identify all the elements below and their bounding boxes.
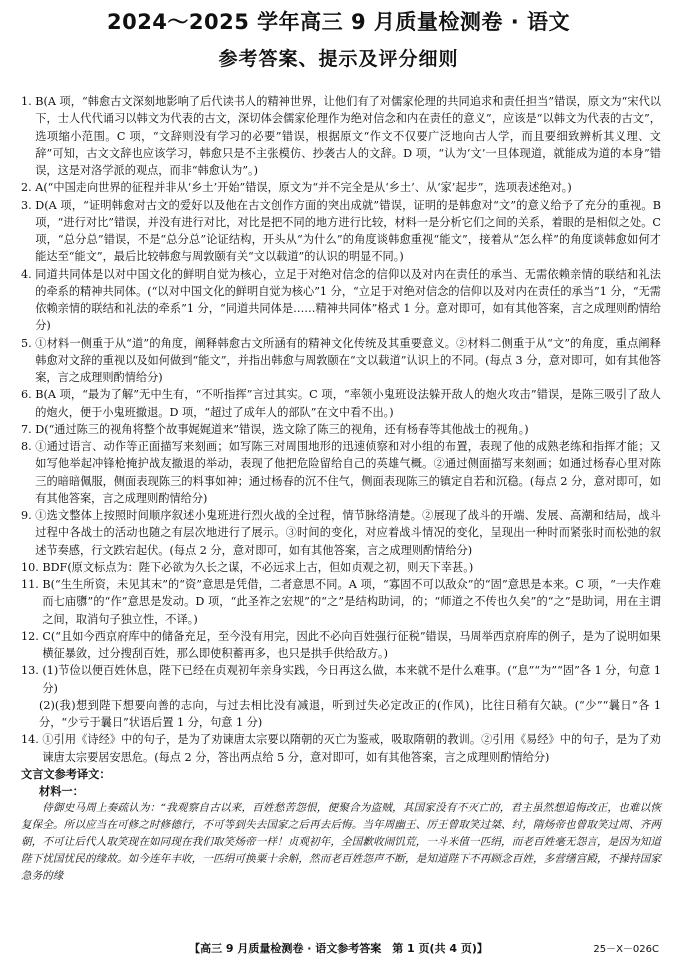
answer-continuation: (2)(我)想到陛下想要向善的志向，与过去相比没有减退，听到过失必定改正的(作风)，比往日稍有欠缺。(“少”“曩日”各 1 分，“少亏于曩日”状语后置 1 分，句意 1 分) bbox=[39, 698, 661, 729]
answer-number: 2. bbox=[21, 181, 36, 195]
answer-text: D(A 项，“证明韩愈对古文的爱好以及他在古文创作方面的突出成就”错误，证明的是韩愈对“文”的意义给予了充分的重视。B 项，“进行对比”错误，并没有进行对比，对比是把不同的地方进行比较，材料一是分析它们之间的关系，着眼的是相似之处。C 项，“总分总”错误，不是“总分总”论证结构，开头从“为什么”的角度谈韩愈重视“能文”，接着从“怎么样”的角度谈韩愈如何才能达至“能文”，最后比较韩愈与周敦颐有关“文以载道”的认识的明显不同。) bbox=[35, 198, 661, 264]
footer-page-info: 【高三 9 月质量检测卷 · 语文参考答案 第 1 页(共 4 页)】 bbox=[189, 942, 488, 955]
material-label: 材料一： bbox=[39, 785, 84, 798]
answer-text: B(A 项，“韩愈古文深刻地影响了后代读书人的精神世界，让他们有了对儒家伦理的共同追求和责任担当”错误，原文为“宋代以下，士人代代诵习以韩文为代表的古文，深切体会儒家伦理作为绝对信念和内在责任的意义”，应该是“以韩文为代表的古文”，选项缩小范围。C 项，“文辞则没有学习的必要”错误，根据原文“作文不仅要广泛地向古人学，而且要细致辨析其义理、文辞”可知，古文文辞也应该学习，韩愈只是不主张模仿、抄袭古人的文辞。D 项，“认为‘文’一旦体现道，就能成为道的本身”错误，这是对洛学派的观点，而非“韩愈认为”。) bbox=[35, 95, 661, 177]
answer-item bbox=[21, 438, 661, 507]
answer-number: 14. bbox=[21, 733, 43, 747]
answer-item bbox=[21, 386, 661, 421]
answer-text: D(“通过陈三的视角将整个故事娓娓道来”错误，选文除了陈三的视角，还有杨春等其他战士的视角。) bbox=[35, 422, 529, 436]
answer-item bbox=[21, 507, 661, 559]
answer-text: ①材料一侧重于从“道”的角度，阐释韩愈古文所涵有的精神文化传统及其重要意义。②材料二侧重于从“文”的角度，重点阐释韩愈对文辞的重视以及如何做到“能文”，并指出韩愈与周敦颐在“文以载道”认识上的不同。(每点 3 分，意对即可，如有其他答案，言之成理则酌情给分) bbox=[35, 336, 661, 384]
answer-number: 9. bbox=[21, 509, 36, 522]
reference-heading: 文言文参考译文： bbox=[21, 767, 111, 781]
answer-number: 12. bbox=[21, 629, 43, 643]
answer-number: 4. bbox=[21, 267, 36, 281]
page-subtitle: 参考答案、提示及评分细则 bbox=[218, 48, 459, 70]
answer-number: 3. bbox=[21, 198, 36, 212]
answer-item bbox=[21, 731, 661, 766]
answer-text: (1)节俭以便百姓休息，陛下已经在贞观初年亲身实践，今日再这么做，本来就不是什么难事。(“息”“为”“固”各 1 分，句意 1 分) bbox=[42, 664, 661, 695]
answer-number: 11. bbox=[21, 578, 43, 591]
answer-item bbox=[21, 628, 661, 663]
answer-text: A(“中国走向世界的征程并非从‘乡土’开始”错误，原文为“并不完全是从‘乡土’、从‘家’起步”，选项表述绝对。) bbox=[35, 181, 572, 195]
answer-text: ①引用《诗经》中的句子，是为了劝谏唐太宗要以隋朝的灭亡为鉴戒，吸取隋朝的教训。②引用《易经》中的句子，是为了劝谏唐太宗要居安思危。(每点 2 分，答出两点给 5 分，意对即可，如有其他答案，言之成理则酌情给分) bbox=[42, 733, 661, 764]
answer-number: 6. bbox=[21, 388, 36, 402]
answer-text: 同道共同体是以对中国文化的鲜明自觉为核心，立足于对绝对信念的信仰以及对内在责任的承当、无需依赖亲情的联结和礼法的牵系的精神共同体。(“以对中国文化的鲜明自觉为核心”1 分，“立足于对绝对信念的信仰以及对内在责任的承当”1 分，“无需依赖亲情的联结和礼法的牵系”1 分，“同道共同体是……精神共同体”格式 1 分。意对即可，如有其他答案，言之成理则酌情给分) bbox=[35, 267, 661, 333]
answer-item bbox=[21, 559, 661, 576]
answer-number: 5. bbox=[21, 336, 36, 350]
answer-number: 7. bbox=[21, 422, 36, 436]
answer-text: B(“生生所资，未见其末”的“资”意思是凭借，二者意思不同。A 项，“寡固不可以敌众”的“固”意思是本来。C 项，“一夫作难而七庙隳”的“作”意思是发动。D 项，“此圣祚之宏规”的“之”是结构助词，的；“师道之不传也久矣”的“之”是助词，用在主谓之间，取消句子独立性，不译。) bbox=[42, 578, 661, 626]
answer-item bbox=[21, 93, 661, 179]
answer-number: 8. bbox=[21, 440, 36, 453]
answer-item bbox=[21, 335, 661, 387]
translation-text: 侍御史马周上奏疏认为：“我观察自古以来，百姓愁苦怨恨，便聚合为盗贼，其国家没有不灭亡的，君主虽然想追悔改正，也难以恢复保全。所以应当在可修之时修德行，不可等到失去国家之后再去后悔。当年周幽王、厉王曾取笑过桀、纣，隋炀帝也曾取笑过周、齐两朝，不可让后代人取笑现在如同现在我们取笑炀帝一样！贞观初年，全国歉收闹饥荒，一斗米值一匹绢，而老百姓毫无怨言，是因为知道陛下忧国忧民的缘故。如今连年丰收，一匹绢可换粟十余斛，然而老百姓怨声不断，是知道陛下不再顾念百姓，多营缮宫殿，不操持国家急务的缘 bbox=[21, 802, 661, 883]
answer-item bbox=[21, 197, 661, 266]
page-title: 2024～2025 学年高三 9 月质量检测卷 · 语文 bbox=[106, 10, 571, 34]
answer-item bbox=[21, 662, 661, 697]
answer-item bbox=[21, 421, 661, 438]
answer-number: 13. bbox=[21, 664, 43, 678]
answer-number: 10. bbox=[21, 560, 43, 574]
answer-text: ①选文整体上按照时间顺序叙述小鬼班进行烈火战的全过程，情节脉络清楚。②展现了战斗的开端、发展、高潮和结局，战斗过程中各战士的活动也随之有层次地进行了展示。③时间的变化，对应着战斗情况的变化，呈现出一种时而紧张时而松弛的叙述节奏感，行文跌宕起伏。(每点 2 分，意对即可，如有其他答案，言之成理则酌情给分) bbox=[35, 509, 661, 557]
answer-number: 1. bbox=[21, 95, 36, 108]
answer-text: C(“且如今西京府库中的储备充足，至今没有用完，因此不必向百姓强行征税”错误，马周举西京府库的例子，是为了说明如果横征暴敛，过分搜刮百姓，那么即使积蓄再多，也只是拱手供给敌方。) bbox=[42, 629, 661, 660]
answer-item bbox=[21, 576, 661, 628]
answer-item bbox=[21, 179, 661, 196]
answer-text: ①通过语言、动作等正面描写来刻画；如写陈三对周围地形的迅速侦察和对小组的布置，表现了他的成熟老练和指挥才能；又如写他举起冲锋枪掩护战友撤退的举动，表现了他把危险留给自己的英雄气概。②通过侧面描写来刻画；如通过杨春心里对陈三的暗暗佩服，侧面表现陈三的料事如神；通过杨春的沉不住气，侧面表现陈三的镇定自若和沉稳。(每点 2 分，意对即可，如有其他答案，言之成理则酌情给分) bbox=[35, 440, 661, 505]
answer-item bbox=[21, 266, 661, 335]
footer-code: 25－X－026C bbox=[593, 944, 659, 955]
answer-text: B(A 项，“最为了解”无中生有，“不听指挥”言过其实。C 项，“率领小鬼班设法躲开敌人的炮火攻击”错误，是陈三吸引了敌人的炮火，便于小鬼班撤退。D 项，“超过了成年人的部队”在文中看不出。) bbox=[35, 388, 661, 419]
answer-text: BDF(原文标点为：陛下必欲为久长之谋，不必远求上古，但如贞观之初，则天下幸甚。) bbox=[42, 560, 474, 574]
answer-content bbox=[21, 93, 661, 885]
page-footer bbox=[0, 940, 677, 958]
